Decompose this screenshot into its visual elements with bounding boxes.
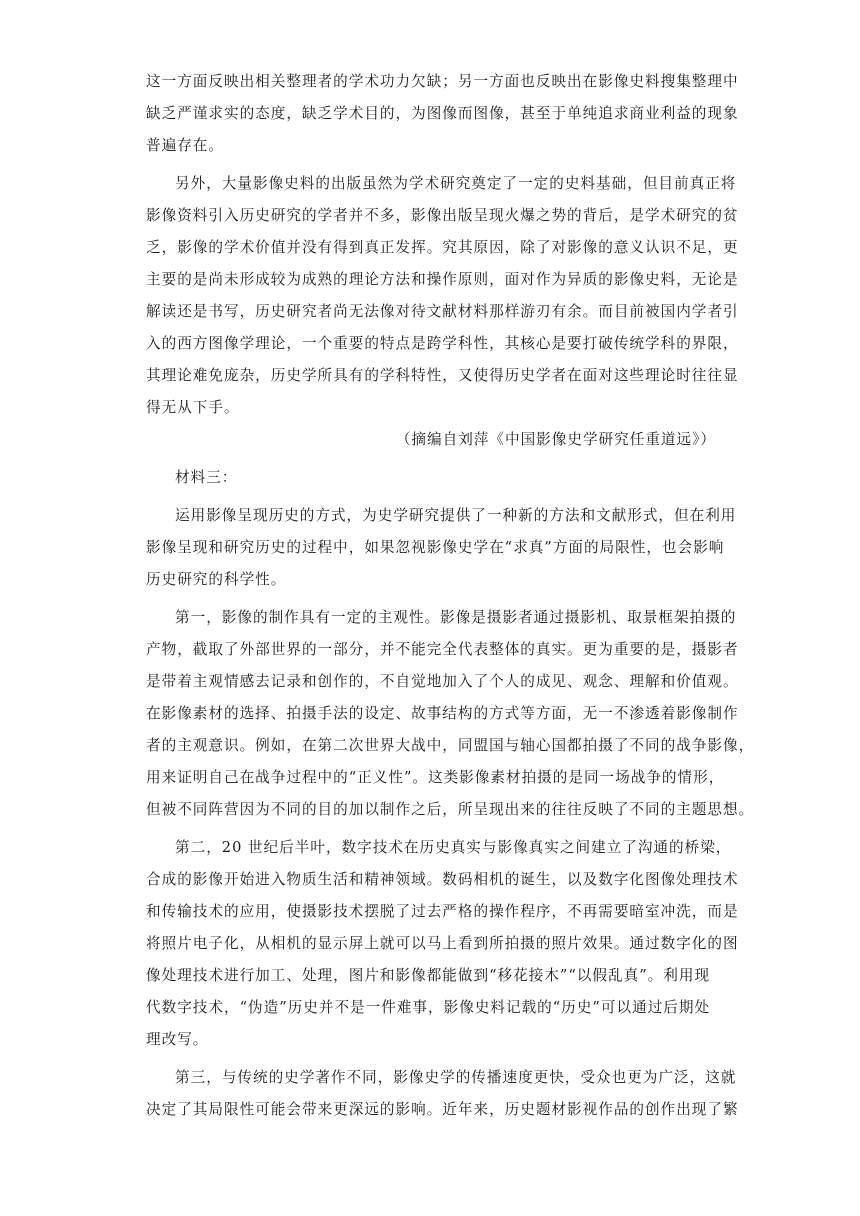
text-line: 运用影像呈现历史的方式，为史学研究提供了一种新的方法和文献形式，但在利用 <box>175 507 737 524</box>
text-line: 第二，20 世纪后半叶，数字技术在历史真实与影像真实之间建立了沟通的桥梁， <box>175 839 732 856</box>
text-line: 缺乏严谨求实的态度，缺乏学术目的，为图像而图像，甚至于单纯追求商业利益的现象 <box>146 105 739 122</box>
text-line: 用来证明自己在战争过程中的“正义性”。这类影像素材拍摄的是同一场战争的情形， <box>146 769 725 786</box>
paragraph-point-one <box>146 602 755 826</box>
text-line: 是带着主观情感去记录和创作的，不自觉地加入了个人的成见、观念、理解和价值观。 <box>146 673 739 690</box>
text-line: 在影像素材的选择、拍摄手法的设定、故事结构的方式等方面，无一不渗透着影像制作 <box>146 705 739 722</box>
text-line: 和传输技术的应用，使摄影技术摆脱了过去严格的操作程序，不再需要暗室冲洗，而是 <box>146 903 739 920</box>
text-line: 理改写。 <box>146 1031 209 1048</box>
text-line: 影像资料引入历史研究的学者并不多，影像出版呈现火爆之势的背后，是学术研究的贫 <box>146 207 739 224</box>
text-line: 第一，影像的制作具有一定的主观性。影像是摄影者通过摄影机、取景框架拍摄的 <box>175 609 737 626</box>
text-line: 乏，影像的学术价值并没有得到真正发挥。究其原因，除了对影像的意义认识不足，更 <box>146 239 739 256</box>
material-heading <box>146 462 716 494</box>
text-line: 另外，大量影像史料的出版虽然为学术研究奠定了一定的史料基础，但目前真正将 <box>175 175 737 192</box>
text-line: 影像呈现和研究历史的过程中，如果忽视影像史学在“求真”方面的局限性，也会影响 <box>146 539 725 556</box>
source-citation: （摘编自刘萍《中国影像史学研究任重道远》） <box>395 431 716 448</box>
text-line: 普遍存在。 <box>146 137 224 154</box>
text-line: 解读还是书写，历史研究者尚无法像对待文献材料那样游刃有余。而目前被国内学者引 <box>146 303 739 320</box>
text-line: 将照片电子化，从相机的显示屏上就可以马上看到所拍摄的照片效果。通过数字化的图 <box>146 935 739 952</box>
text-line: 入的西方图像学理论，一个重要的特点是跨学科性，其核心是要打破传统学科的界限， <box>146 335 739 352</box>
paragraph-point-three <box>146 1062 739 1126</box>
text-line: 得无从下手。 <box>146 399 240 416</box>
text-line: 产物，截取了外部世界的一部分，并不能完全代表整体的真实。更为重要的是，摄影者 <box>146 641 739 658</box>
heading-text: 材料三： <box>175 469 238 486</box>
text-line: 这一方面反映出相关整理者的学术功力欠缺；另一方面也反映出在影像史料搜集整理中 <box>146 73 739 90</box>
text-line: 其理论难免庞杂，历史学所具有的学科特性，又使得历史学者在面对这些理论时往往显 <box>146 367 739 384</box>
text-line: 者的主观意识。例如，在第二次世界大战中，同盟国与轴心国都拍摄了不同的战争影像， <box>146 737 755 754</box>
document-page <box>146 66 755 1126</box>
text-line: 决定了其局限性可能会带来更深远的影响。近年来，历史题材影视作品的创作出现了繁 <box>146 1101 739 1118</box>
text-line: 历史研究的科学性。 <box>146 571 287 588</box>
paragraph-research-status <box>146 168 739 424</box>
text-line: 像处理技术进行加工、处理，图片和影像都能做到“移花接木”“以假乱真”。利用现 <box>146 967 711 984</box>
paragraph-point-two <box>146 832 739 1056</box>
text-line: 代数字技术，“伪造”历史并不是一件难事，影像史料记载的“历史”可以通过后期处 <box>146 999 711 1016</box>
paragraph-intro <box>146 500 737 596</box>
text-line: 主要的是尚未形成较为成熟的理论方法和操作原则，面对作为异质的影像史料，无论是 <box>146 271 739 288</box>
text-line: 第三，与传统的史学著作不同，影像史学的传播速度更快，受众也更为广泛，这就 <box>175 1069 737 1086</box>
text-line: 但被不同阵营因为不同的目的加以制作之后，所呈现出来的往往反映了不同的主题思想。 <box>146 801 755 818</box>
paragraph-continuation <box>146 66 739 162</box>
text-line: 合成的影像开始进入物质生活和精神领域。数码相机的诞生，以及数字化图像处理技术 <box>146 871 739 888</box>
